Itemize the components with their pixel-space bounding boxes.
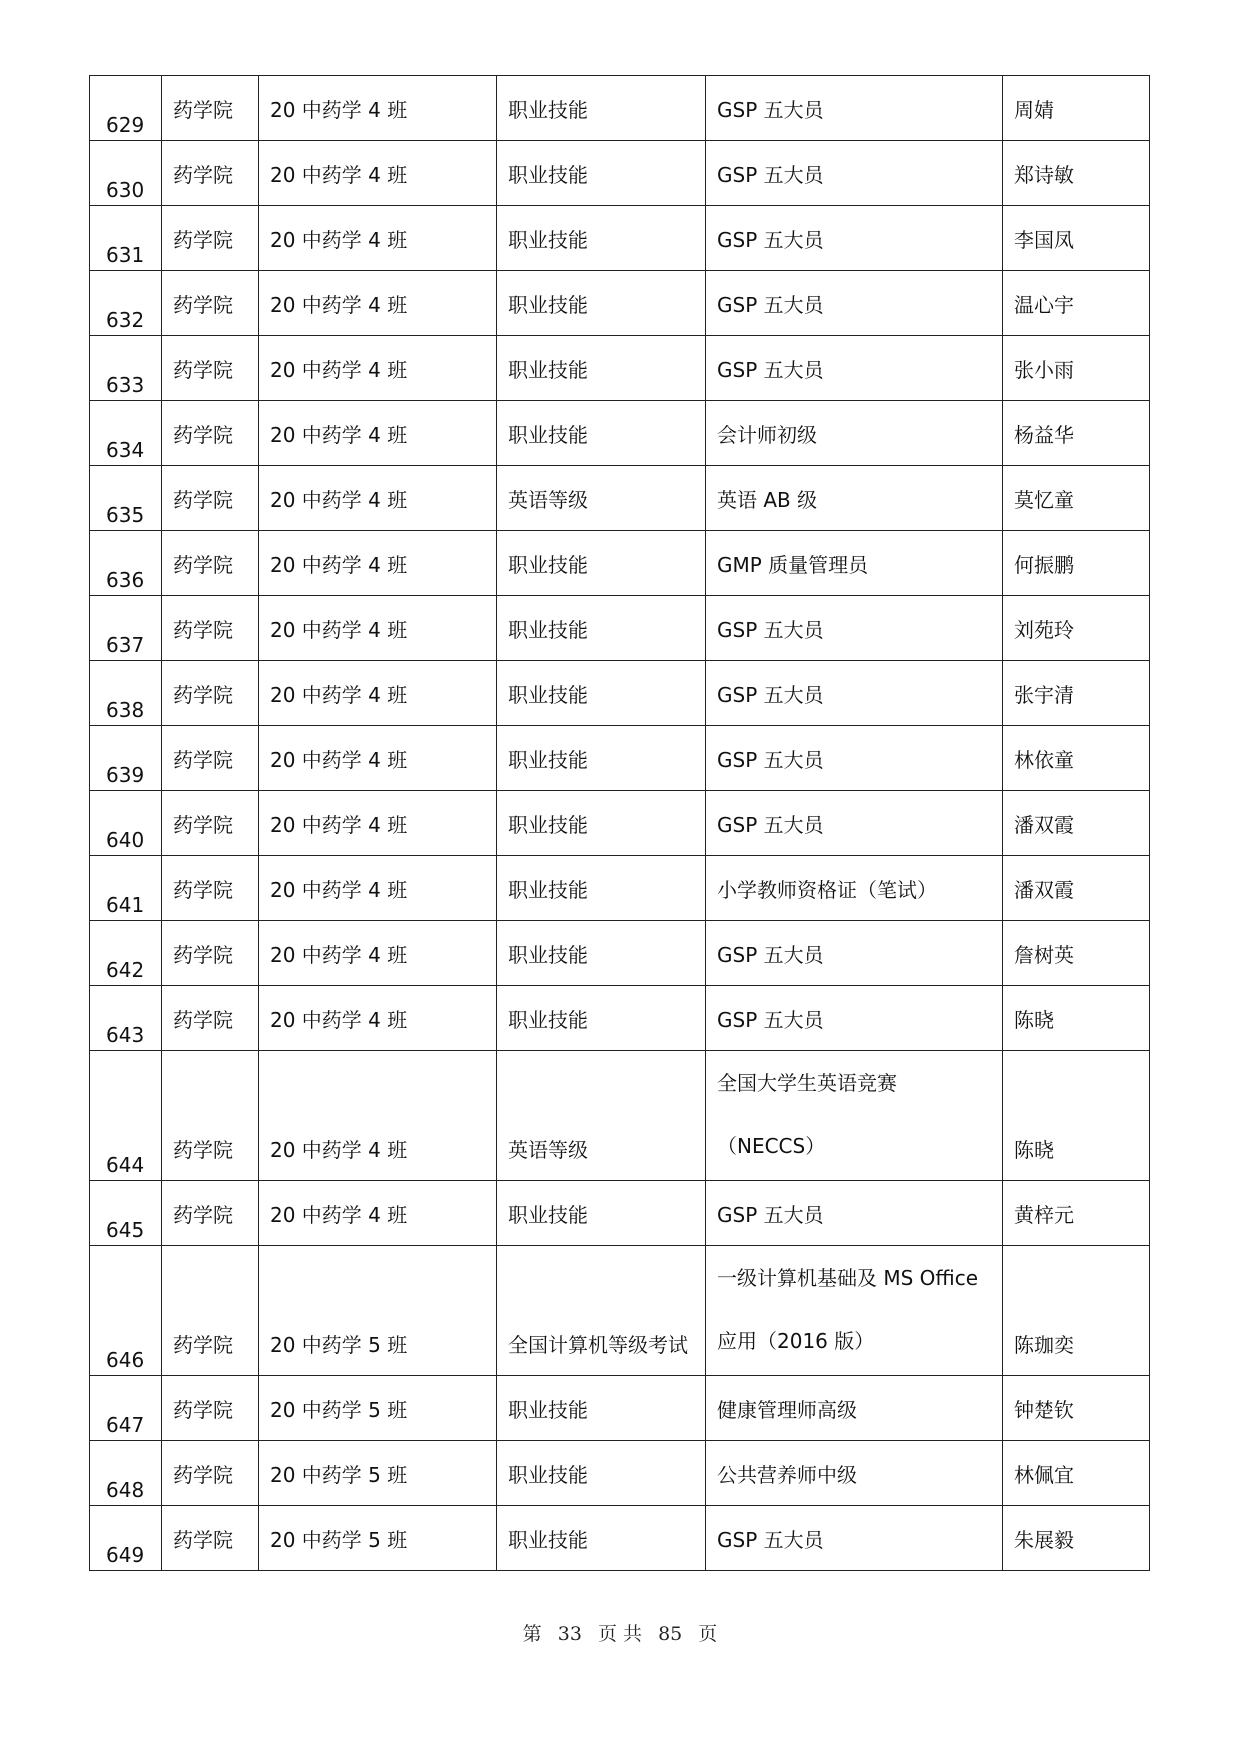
- certificate-category-cell: [497, 596, 706, 661]
- student-name: 黄梓元: [1014, 1203, 1074, 1227]
- certificate-item: GSP 五大员: [717, 228, 824, 252]
- row-number: 634: [106, 438, 145, 462]
- certificate-item: GSP 五大员: [717, 358, 824, 382]
- row-number: 641: [106, 893, 145, 917]
- college: 药学院: [173, 228, 233, 252]
- footer-prefix: 第: [522, 1623, 542, 1645]
- class-name-cell: [259, 141, 497, 206]
- college: 药学院: [173, 1398, 233, 1422]
- class-name-cell: [259, 336, 497, 401]
- certificate-item: GSP 五大员: [717, 748, 824, 772]
- certificate-item: GSP 五大员: [717, 163, 824, 187]
- certificate-item-cell: [706, 1246, 1003, 1376]
- row-number: 629: [106, 113, 145, 137]
- certificate-item-cell: [706, 1376, 1003, 1441]
- certificate-item-cell: [706, 856, 1003, 921]
- table-row: [90, 1506, 1150, 1571]
- student-name-cell: [1003, 1506, 1150, 1571]
- student-name: 莫忆童: [1014, 488, 1074, 512]
- class-name: 20 中药学 4 班: [270, 1203, 408, 1227]
- student-name: 詹树英: [1014, 943, 1074, 967]
- row-number-cell: [90, 791, 162, 856]
- table-row: [90, 466, 1150, 531]
- certificate-item-cell: [706, 1051, 1003, 1181]
- student-name: 张宇清: [1014, 683, 1074, 707]
- student-name-cell: [1003, 856, 1150, 921]
- college: 药学院: [173, 163, 233, 187]
- college: 药学院: [173, 1203, 233, 1227]
- table-row: [90, 1181, 1150, 1246]
- table-row: [90, 1246, 1150, 1376]
- certificate-category-cell: [497, 1051, 706, 1181]
- class-name-cell: [259, 206, 497, 271]
- certificate-category: 职业技能: [508, 1008, 588, 1032]
- certificate-item-cell: [706, 206, 1003, 271]
- certificate-item-cell: [706, 1181, 1003, 1246]
- row-number-cell: [90, 1246, 162, 1376]
- certificate-item: GSP 五大员: [717, 813, 824, 837]
- student-name-cell: [1003, 336, 1150, 401]
- college: 药学院: [173, 553, 233, 577]
- college: 药学院: [173, 1463, 233, 1487]
- row-number-cell: [90, 986, 162, 1051]
- college: 药学院: [173, 943, 233, 967]
- class-name-cell: [259, 76, 497, 141]
- row-number: 632: [106, 308, 145, 332]
- college-cell: [162, 596, 259, 661]
- row-number: 646: [106, 1348, 145, 1372]
- footer-suffix: 页: [698, 1623, 718, 1645]
- certificate-item: GSP 五大员: [717, 683, 824, 707]
- class-name: 20 中药学 4 班: [270, 163, 408, 187]
- row-number: 640: [106, 828, 145, 852]
- certificate-category-cell: [497, 1441, 706, 1506]
- certificate-item-cell: [706, 921, 1003, 986]
- student-name-cell: [1003, 1246, 1150, 1376]
- class-name: 20 中药学 4 班: [270, 488, 408, 512]
- row-number-cell: [90, 466, 162, 531]
- class-name: 20 中药学 4 班: [270, 683, 408, 707]
- row-number: 644: [106, 1153, 145, 1177]
- table-row: [90, 1051, 1150, 1181]
- total-page-number: 85: [658, 1623, 683, 1645]
- row-number-cell: [90, 1506, 162, 1571]
- certificate-item-cell: [706, 401, 1003, 466]
- certificate-item: GSP 五大员: [717, 1528, 824, 1552]
- row-number: 638: [106, 698, 145, 722]
- college-cell: [162, 206, 259, 271]
- college: 药学院: [173, 618, 233, 642]
- row-number-cell: [90, 271, 162, 336]
- student-name: 朱展毅: [1014, 1528, 1074, 1552]
- row-number-cell: [90, 596, 162, 661]
- row-number-cell: [90, 206, 162, 271]
- table-row: [90, 1376, 1150, 1441]
- certificate-category: 职业技能: [508, 1398, 588, 1422]
- certificate-category: 职业技能: [508, 943, 588, 967]
- class-name-cell: [259, 986, 497, 1051]
- class-name: 20 中药学 4 班: [270, 553, 408, 577]
- student-name-cell: [1003, 726, 1150, 791]
- row-number-cell: [90, 856, 162, 921]
- certificate-category-cell: [497, 856, 706, 921]
- certificate-item: GSP 五大员: [717, 1203, 824, 1227]
- certificate-category: 职业技能: [508, 1203, 588, 1227]
- row-number: 647: [106, 1413, 145, 1437]
- class-name-cell: [259, 401, 497, 466]
- college: 药学院: [173, 1333, 233, 1357]
- college: 药学院: [173, 748, 233, 772]
- college: 药学院: [173, 1528, 233, 1552]
- current-page-number: 33: [557, 1623, 582, 1645]
- certificate-category-cell: [497, 76, 706, 141]
- college-cell: [162, 1181, 259, 1246]
- class-name-cell: [259, 791, 497, 856]
- college: 药学院: [173, 488, 233, 512]
- certificate-item-cell: [706, 466, 1003, 531]
- records-table: [89, 75, 1150, 1571]
- certificate-category: 英语等级: [508, 488, 588, 512]
- row-number: 637: [106, 633, 145, 657]
- table-row: [90, 141, 1150, 206]
- certificate-category-cell: [497, 466, 706, 531]
- certificate-category: 职业技能: [508, 748, 588, 772]
- college-cell: [162, 271, 259, 336]
- student-name: 潘双霞: [1014, 878, 1074, 902]
- certificate-item: 公共营养师中级: [717, 1463, 857, 1487]
- certificate-category: 职业技能: [508, 293, 588, 317]
- college-cell: [162, 921, 259, 986]
- class-name: 20 中药学 4 班: [270, 423, 408, 447]
- footer-middle: 页 共: [597, 1623, 643, 1645]
- college-cell: [162, 726, 259, 791]
- certificate-item-cell: [706, 76, 1003, 141]
- row-number-cell: [90, 921, 162, 986]
- certificate-item-cell: [706, 986, 1003, 1051]
- certificate-category-cell: [497, 1181, 706, 1246]
- class-name: 20 中药学 5 班: [270, 1463, 408, 1487]
- certificate-category: 职业技能: [508, 683, 588, 707]
- class-name-cell: [259, 921, 497, 986]
- class-name-cell: [259, 271, 497, 336]
- class-name: 20 中药学 4 班: [270, 98, 408, 122]
- table-row: [90, 596, 1150, 661]
- certificate-category-cell: [497, 401, 706, 466]
- college-cell: [162, 1441, 259, 1506]
- certificate-category-cell: [497, 141, 706, 206]
- table-row: [90, 726, 1150, 791]
- student-name-cell: [1003, 206, 1150, 271]
- student-name-cell: [1003, 141, 1150, 206]
- certificate-category: 职业技能: [508, 423, 588, 447]
- row-number: 633: [106, 373, 145, 397]
- student-name-cell: [1003, 1051, 1150, 1181]
- certificate-item-cell: [706, 531, 1003, 596]
- row-number: 642: [106, 958, 145, 982]
- college: 药学院: [173, 358, 233, 382]
- student-name: 郑诗敏: [1014, 163, 1074, 187]
- college: 药学院: [173, 293, 233, 317]
- class-name: 20 中药学 4 班: [270, 293, 408, 317]
- college-cell: [162, 791, 259, 856]
- college-cell: [162, 1376, 259, 1441]
- certificate-item-cell: [706, 596, 1003, 661]
- certificate-category: 职业技能: [508, 618, 588, 642]
- row-number: 635: [106, 503, 145, 527]
- records-table-body: [90, 76, 1150, 1571]
- student-name-cell: [1003, 596, 1150, 661]
- certificate-item: GSP 五大员: [717, 1008, 824, 1032]
- student-name-cell: [1003, 76, 1150, 141]
- row-number: 645: [106, 1218, 145, 1242]
- class-name: 20 中药学 4 班: [270, 943, 408, 967]
- certificate-item-line: 全国大学生英语竞赛: [717, 1071, 897, 1095]
- college: 药学院: [173, 98, 233, 122]
- student-name-cell: [1003, 921, 1150, 986]
- table-row: [90, 986, 1150, 1051]
- certificate-category: 职业技能: [508, 878, 588, 902]
- student-name-cell: [1003, 1181, 1150, 1246]
- student-name-cell: [1003, 791, 1150, 856]
- class-name-cell: [259, 1181, 497, 1246]
- certificate-item-cell: [706, 726, 1003, 791]
- college-cell: [162, 1051, 259, 1181]
- row-number: 639: [106, 763, 145, 787]
- class-name-cell: [259, 1376, 497, 1441]
- certificate-item: GSP 五大员: [717, 98, 824, 122]
- row-number-cell: [90, 401, 162, 466]
- table-row: [90, 271, 1150, 336]
- college-cell: [162, 986, 259, 1051]
- class-name: 20 中药学 4 班: [270, 228, 408, 252]
- student-name: 李国凤: [1014, 228, 1074, 252]
- certificate-item-cell: [706, 1506, 1003, 1571]
- college-cell: [162, 401, 259, 466]
- certificate-item-cell: [706, 336, 1003, 401]
- class-name-cell: [259, 1441, 497, 1506]
- class-name-cell: [259, 531, 497, 596]
- student-name: 林依童: [1014, 748, 1074, 772]
- student-name-cell: [1003, 401, 1150, 466]
- class-name: 20 中药学 4 班: [270, 748, 408, 772]
- certificate-category-cell: [497, 726, 706, 791]
- certificate-item-cell: [706, 141, 1003, 206]
- class-name: 20 中药学 4 班: [270, 813, 408, 837]
- certificate-category-cell: [497, 206, 706, 271]
- student-name: 潘双霞: [1014, 813, 1074, 837]
- certificate-item-line: 一级计算机基础及 MS Office: [717, 1266, 979, 1290]
- certificate-category-cell: [497, 271, 706, 336]
- class-name-cell: [259, 661, 497, 726]
- certificate-category-cell: [497, 921, 706, 986]
- student-name: 温心宇: [1014, 293, 1074, 317]
- row-number-cell: [90, 76, 162, 141]
- certificate-category-cell: [497, 661, 706, 726]
- certificate-item: 会计师初级: [717, 423, 817, 447]
- row-number: 649: [106, 1543, 145, 1567]
- certificate-item-cell: [706, 1441, 1003, 1506]
- class-name-cell: [259, 466, 497, 531]
- college-cell: [162, 466, 259, 531]
- student-name: 林佩宜: [1014, 1463, 1074, 1487]
- student-name: 何振鹏: [1014, 553, 1074, 577]
- college-cell: [162, 1246, 259, 1376]
- row-number-cell: [90, 141, 162, 206]
- row-number-cell: [90, 726, 162, 791]
- certificate-item-cell: [706, 791, 1003, 856]
- row-number-cell: [90, 531, 162, 596]
- college-cell: [162, 856, 259, 921]
- certificate-category-cell: [497, 336, 706, 401]
- certificate-category-cell: [497, 791, 706, 856]
- student-name-cell: [1003, 271, 1150, 336]
- certificate-category: 职业技能: [508, 163, 588, 187]
- certificate-item-cell: [706, 271, 1003, 336]
- table-row: [90, 921, 1150, 986]
- row-number-cell: [90, 1376, 162, 1441]
- class-name-cell: [259, 1246, 497, 1376]
- certificate-category: 职业技能: [508, 98, 588, 122]
- class-name-cell: [259, 856, 497, 921]
- college: 药学院: [173, 1008, 233, 1032]
- class-name-cell: [259, 1506, 497, 1571]
- student-name: 陈晓: [1014, 1138, 1054, 1162]
- class-name-cell: [259, 1051, 497, 1181]
- table-row: [90, 336, 1150, 401]
- table-row: [90, 1441, 1150, 1506]
- table-row: [90, 531, 1150, 596]
- certificate-item-line: （NECCS）: [717, 1134, 826, 1158]
- college: 药学院: [173, 423, 233, 447]
- class-name-cell: [259, 596, 497, 661]
- college-cell: [162, 661, 259, 726]
- row-number-cell: [90, 1441, 162, 1506]
- college-cell: [162, 76, 259, 141]
- certificate-item: 英语 AB 级: [717, 488, 818, 512]
- student-name: 周婧: [1014, 98, 1054, 122]
- table-row: [90, 791, 1150, 856]
- class-name: 20 中药学 4 班: [270, 1138, 408, 1162]
- class-name: 20 中药学 4 班: [270, 618, 408, 642]
- row-number: 648: [106, 1478, 145, 1502]
- college-cell: [162, 1506, 259, 1571]
- college-cell: [162, 141, 259, 206]
- class-name: 20 中药学 5 班: [270, 1528, 408, 1552]
- class-name: 20 中药学 5 班: [270, 1333, 408, 1357]
- college: 药学院: [173, 683, 233, 707]
- certificate-item: 小学教师资格证（笔试）: [717, 878, 937, 902]
- certificate-category-cell: [497, 1246, 706, 1376]
- row-number-cell: [90, 1051, 162, 1181]
- table-row: [90, 661, 1150, 726]
- student-name-cell: [1003, 986, 1150, 1051]
- certificate-category-cell: [497, 1506, 706, 1571]
- class-name: 20 中药学 4 班: [270, 878, 408, 902]
- student-name: 陈珈奕: [1014, 1333, 1074, 1357]
- college: 药学院: [173, 813, 233, 837]
- row-number: 643: [106, 1023, 145, 1047]
- certificate-category: 职业技能: [508, 553, 588, 577]
- certificate-item: GMP 质量管理员: [717, 553, 869, 577]
- certificate-item: GSP 五大员: [717, 293, 824, 317]
- certificate-category: 英语等级: [508, 1138, 588, 1162]
- college-cell: [162, 531, 259, 596]
- student-name-cell: [1003, 1376, 1150, 1441]
- class-name: 20 中药学 4 班: [270, 1008, 408, 1032]
- certificate-item-line: 应用（2016 版）: [717, 1329, 875, 1353]
- class-name: 20 中药学 5 班: [270, 1398, 408, 1422]
- student-name: 钟楚钦: [1014, 1398, 1074, 1422]
- certificate-category-cell: [497, 1376, 706, 1441]
- college: 药学院: [173, 878, 233, 902]
- certificate-item: 健康管理师高级: [717, 1398, 857, 1422]
- certificate-category: 职业技能: [508, 813, 588, 837]
- student-name-cell: [1003, 1441, 1150, 1506]
- certificate-category: 职业技能: [508, 358, 588, 382]
- row-number: 636: [106, 568, 145, 592]
- page-footer: [0, 1619, 1240, 1646]
- certificate-category: 职业技能: [508, 228, 588, 252]
- certificate-category: 职业技能: [508, 1528, 588, 1552]
- table-row: [90, 206, 1150, 271]
- college-cell: [162, 336, 259, 401]
- student-name: 张小雨: [1014, 358, 1074, 382]
- table-row: [90, 76, 1150, 141]
- certificate-category: 职业技能: [508, 1463, 588, 1487]
- certificate-category-cell: [497, 531, 706, 596]
- class-name-cell: [259, 726, 497, 791]
- row-number-cell: [90, 661, 162, 726]
- student-name: 陈晓: [1014, 1008, 1054, 1032]
- row-number: 631: [106, 243, 145, 267]
- student-name: 杨益华: [1014, 423, 1074, 447]
- certificate-item: GSP 五大员: [717, 943, 824, 967]
- student-name-cell: [1003, 531, 1150, 596]
- student-name-cell: [1003, 466, 1150, 531]
- row-number-cell: [90, 1181, 162, 1246]
- document-page: [89, 75, 1149, 1571]
- row-number: 630: [106, 178, 145, 202]
- student-name: 刘苑玲: [1014, 618, 1074, 642]
- class-name: 20 中药学 4 班: [270, 358, 408, 382]
- row-number-cell: [90, 336, 162, 401]
- certificate-category: 全国计算机等级考试: [508, 1333, 688, 1357]
- certificate-item-cell: [706, 661, 1003, 726]
- table-row: [90, 856, 1150, 921]
- table-row: [90, 401, 1150, 466]
- college: 药学院: [173, 1138, 233, 1162]
- certificate-item: GSP 五大员: [717, 618, 824, 642]
- certificate-category-cell: [497, 986, 706, 1051]
- student-name-cell: [1003, 661, 1150, 726]
